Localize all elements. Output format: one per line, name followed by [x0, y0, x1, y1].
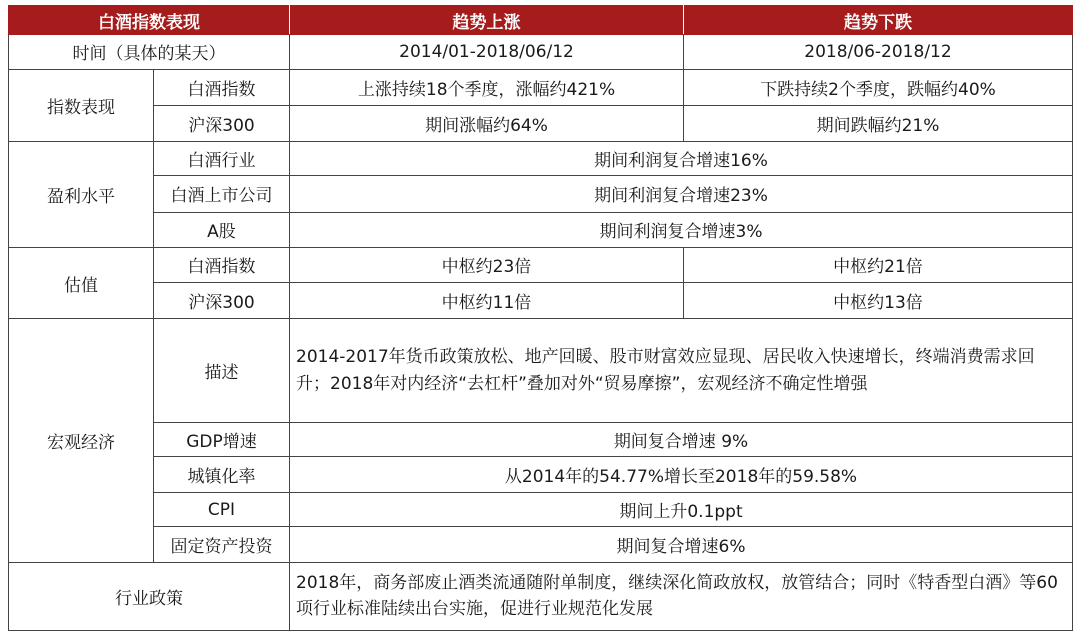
table-row — [9, 319, 1073, 423]
row-label-time: 时间（具体的某天） — [9, 35, 290, 70]
cell-fixed-asset-investment: 期间复合增速6% — [290, 527, 1073, 563]
cell-gdp: 期间复合增速 9% — [290, 422, 1073, 457]
table-row — [9, 69, 1073, 106]
row-label-macro-desc: 描述 — [154, 319, 290, 423]
table-row — [9, 492, 1073, 527]
table-row — [9, 106, 1073, 142]
table-row — [9, 248, 1073, 283]
row-label-valuation-baijiu: 白酒指数 — [154, 248, 290, 283]
cell-hs300-down: 期间跌幅约21% — [684, 106, 1073, 142]
table-row — [9, 527, 1073, 563]
header-uptrend: 趋势上涨 — [290, 6, 684, 35]
cell-baijiu-up: 上涨持续18个季度，涨幅约421% — [290, 69, 684, 106]
row-label-urbanization: 城镇化率 — [154, 457, 290, 493]
cell-cpi: 期间上升0.1ppt — [290, 492, 1073, 527]
baijiu-index-table — [8, 5, 1073, 631]
cell-valuation-hs300-down: 中枢约13倍 — [684, 282, 1073, 319]
table-row — [9, 35, 1073, 70]
cell-time-down: 2018/06-2018/12 — [684, 35, 1073, 70]
row-label-fixed-asset-investment: 固定资产投资 — [154, 527, 290, 563]
cell-industry-profit: 期间利润复合增速16% — [290, 141, 1073, 176]
cell-valuation-baijiu-down: 中枢约21倍 — [684, 248, 1073, 283]
cell-industry-policy: 2018年，商务部废止酒类流通随附单制度，继续深化简政放权，放管结合；同时《特香型白酒》等60项行业标准陆续出台实施，促进行业规范化发展 — [290, 562, 1073, 630]
group-label-valuation: 估值 — [9, 248, 154, 319]
table-row — [9, 562, 1073, 630]
table-row — [9, 282, 1073, 319]
cell-time-up: 2014/01-2018/06/12 — [290, 35, 684, 70]
row-label-industry-policy: 行业政策 — [9, 562, 290, 630]
row-label-a-share: A股 — [154, 212, 290, 248]
cell-hs300-up: 期间涨幅约64% — [290, 106, 684, 142]
header-index-performance: 白酒指数表现 — [9, 6, 290, 35]
header-row — [9, 6, 1073, 35]
row-label-listed-companies: 白酒上市公司 — [154, 176, 290, 213]
group-label-index-performance: 指数表现 — [9, 69, 154, 141]
cell-macro-desc: 2014-2017年货币政策放松、地产回暖、股市财富效应显现、居民收入快速增长，终端消费需求回升；2018年对内经济“去杠杆”叠加对外“贸易摩擦”，宏观经济不确定性增强 — [290, 319, 1073, 423]
row-label-baijiu-industry: 白酒行业 — [154, 141, 290, 176]
table-row — [9, 176, 1073, 213]
group-label-macro: 宏观经济 — [9, 319, 154, 563]
row-label-baijiu-index: 白酒指数 — [154, 69, 290, 106]
table-row — [9, 212, 1073, 248]
row-label-valuation-hs300: 沪深300 — [154, 282, 290, 319]
row-label-hs300: 沪深300 — [154, 106, 290, 142]
table-row — [9, 457, 1073, 493]
header-downtrend: 趋势下跌 — [684, 6, 1073, 35]
row-label-gdp: GDP增速 — [154, 422, 290, 457]
group-label-profit: 盈利水平 — [9, 141, 154, 248]
cell-a-share-profit: 期间利润复合增速3% — [290, 212, 1073, 248]
cell-valuation-hs300-up: 中枢约11倍 — [290, 282, 684, 319]
cell-urbanization: 从2014年的54.77%增长至2018年的59.58% — [290, 457, 1073, 493]
table-row — [9, 422, 1073, 457]
cell-listed-profit: 期间利润复合增速23% — [290, 176, 1073, 213]
cell-valuation-baijiu-up: 中枢约23倍 — [290, 248, 684, 283]
cell-baijiu-down: 下跌持续2个季度，跌幅约40% — [684, 69, 1073, 106]
row-label-cpi: CPI — [154, 492, 290, 527]
table-row — [9, 141, 1073, 176]
